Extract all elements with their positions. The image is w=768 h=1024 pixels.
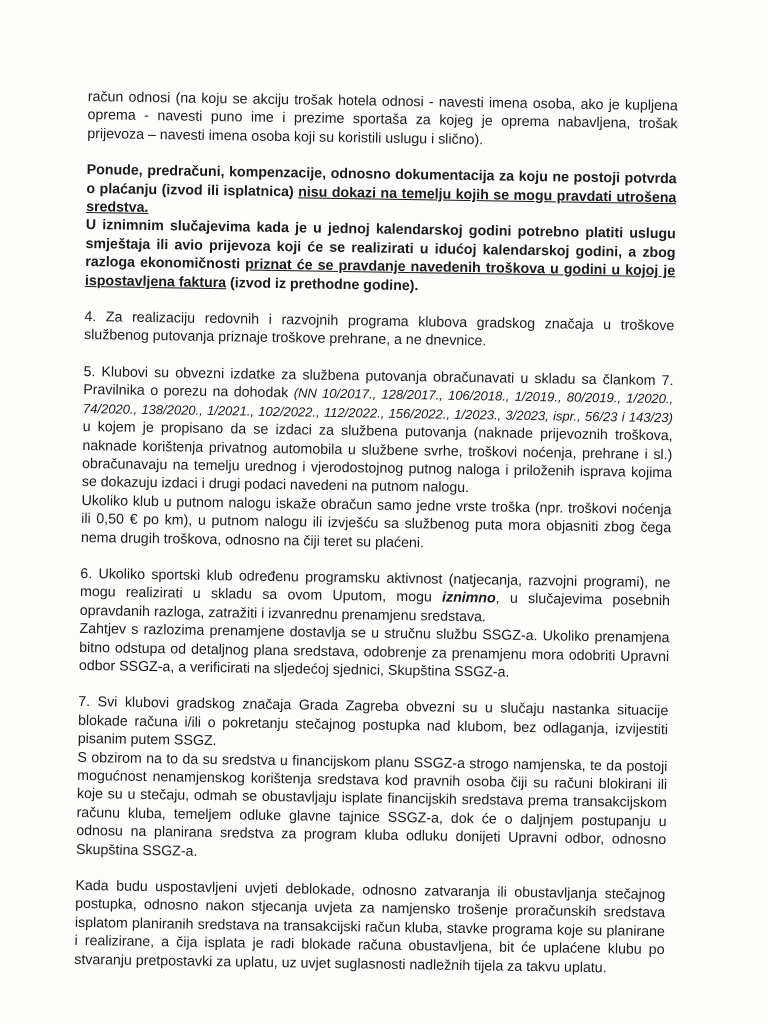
paragraph-item-5 <box>82 363 674 501</box>
paragraph-item-6-continued <box>79 620 670 684</box>
deblocking-text: Kada budu uspostavljeni uvjeti deblokade, odnosno zatvaranja ili obustavljanja stečajnog postupka, odnosno nakon stjecanja uvjeta za namjensko trošenje proračunskih sredstava isplatom planiranih sredstava na transakcijski račun kluba, stavke programa koje su planirane i realizirane, a čija isplata je radi blokade računa obustavljena, bit će uplaćene klubu po stvaranju pretpostavki za uplatu, uz uvjet suglasnosti nadležnih tijela za takvu uplatu. <box>74 877 666 976</box>
paragraph-item-5-continued <box>81 492 672 556</box>
item-7-text-b: S obzirom na to da su sredstva u financijskom planu SSGZ-a strogo namjenska, te da postoji mogućnost nenamjenskog korištenja sredstava kod pravnih osoba čiji su računi blokirani ili koje su u stečaju, odmah se obustavljaju isplate financijskih sredstava prema transakcijskom računu kluba, temeljem odluke glavne tajnice SSGZ-a, dok će o daljnjem postupanju u odnosu na planirana sredstva za program kluba odluku donijeti Upravni odbor, odnosno Skupština SSGZ-a. <box>75 749 668 860</box>
document-body <box>74 88 678 978</box>
item-5-text-d: Ukoliko klub u putnom nalogu iskaže obračun samo jedne vrste troška (npr. troškovi noćenja ili 0,50 € po km), u putnom nalogu ili izvješću sa službenog puta mora objasniti zbog čega nema drugih troškova, odnosno na čiji teret su plaćeni. <box>80 492 672 551</box>
paragraph-item-7-continued <box>76 749 668 869</box>
item-6-emphasis: iznimno <box>441 589 496 607</box>
paragraph-item-7 <box>78 693 669 757</box>
item-6-text-d: Zahtjev s razlozima prenamjene dostavlja se u stručnu službu SSGZ-a. Ukoliko prenamjena bitno odstupa od detaljnog plana sredstava, odobrenje za prenamjenu mora odobriti Upravni odbor SSGZ-a, a verificirati na sljedećoj sjednici, Skupština SSGZ-a. <box>78 621 670 681</box>
exception-text-underlined: priznat će se pravdanje navedenih troškova u godini u kojoj je ispostavljena faktura <box>84 256 676 291</box>
exception-text-a: U iznimnim slučajevima kada je u jednoj kalendarskoj godini potrebno platiti uslugu smještaja ili avio prijevoza koji će se realizirati u idućoj kalendarskoj godini, a zbog razloga ekonomičnosti <box>85 217 676 273</box>
item-6-text-c: , u slučajevima posebnih opravdanih razloga, zatražiti i izvanrednu prenamjenu sredstava. <box>79 590 671 626</box>
item-5-regulation-refs: (NN 10/2017., 128/2017., 106/2018., 1/2019., 80/2019., 1/2020., 74/2020., 138/2020., 1/2021., 102/2022., 112/2022., 156/2022., 1/2023., 3/2023, ispr., 56/23 i 143/23) <box>82 385 674 425</box>
paragraph-item-6 <box>80 565 671 629</box>
item-6-text-a: 6. Ukoliko sportski klub određenu programsku aktivnost (natjecanja, razvojni programi), ne mogu realizirati u skladu sa ovom Uputom, mogu <box>79 565 671 606</box>
exception-text-end: (izvod iz prethodne godine). <box>225 274 419 294</box>
paragraph-exceptional-cases <box>85 216 676 299</box>
paragraph-invoice-purpose <box>87 88 678 152</box>
item-5-text-a: 5. Klubovi su obvezni izdatke za službena putovanja obračunavati u skladu sa člankom 7. Pravilnika o porezu na dohodak <box>83 363 674 402</box>
item-7-text-a: 7. Svi klubovi gradskog značaja Grada Zagreba obvezni su u slučaju nastanka situacije blokade računa i/ili o pokretanju stečajnog postupka nad klubom, bez odlaganja, izvijestiti pisanim putem SSGZ. <box>77 694 669 750</box>
proof-text-underlined: nisu dokazi na temelju kojih se mogu pravdati utrošena sredstva. <box>86 183 677 216</box>
paragraph-deblocking <box>74 877 665 978</box>
item-5-text-c: u kojem je propisano da se izdaci za službena putovanja (naknade prijevoznih troškova, naknade korištenja privatnog automobila u službene svrhe, troškovi noćenja, prehrane i sl.) obračunavaju na temelju urednog i vjerodostojnog putnog naloga i priloženih isprava kojima se dokazuju izdaci i drugi podaci navedeni na putnom nalogu. <box>81 419 673 497</box>
item-4-text: 4. Za realizaciju redovnih i razvojnih programa klubova gradskog značaja u troškove službenog putovanja priznaje troškove prehrane, a ne dnevnice. <box>83 309 675 350</box>
paragraph-proof-of-payment <box>86 161 677 225</box>
proof-text-a: Ponude, predračuni, kompenzacije, odnosno dokumentacija za koju ne postoji potvrda o plaćanju (izvod ili isplatnica) <box>86 162 677 200</box>
invoice-purpose-text: račun odnosi (na koju se akciju trošak hotela odnosi - navesti imena osoba, ako je kupljena oprema - navesti puno ime i prezime sportaša za kojeg je oprema nabavljena, trošak prijevoza – navesti imena osoba koji su koristili uslugu i slično). <box>87 88 678 149</box>
